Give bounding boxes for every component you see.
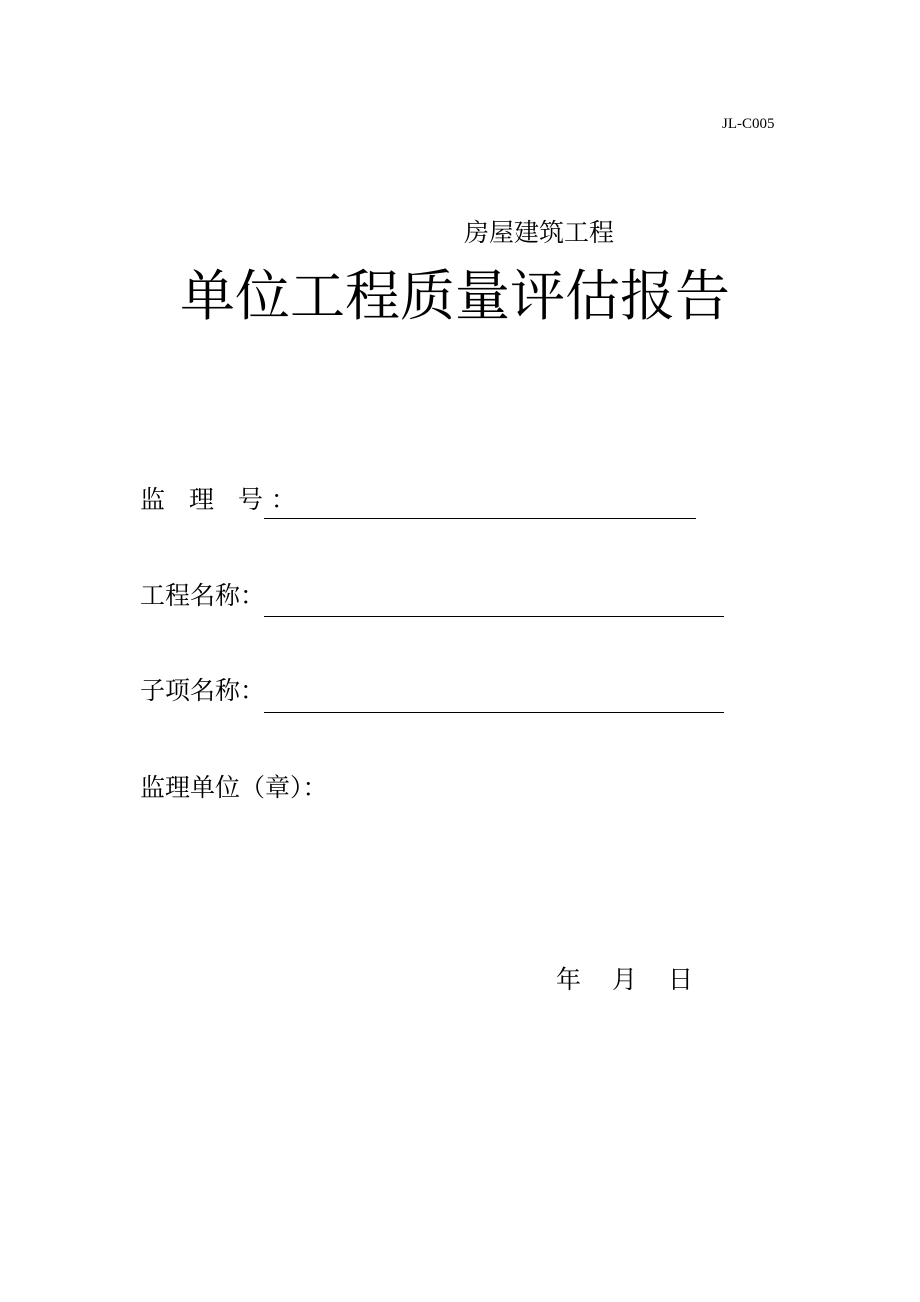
date-year-label: 年 [556,965,582,994]
project-name-label: 工程名称： [140,581,266,610]
subitem-name-blank[interactable] [264,712,724,713]
date-line [556,962,693,998]
subitem-name-label: 子项名称： [140,676,266,705]
document-subtitle: 房屋建筑工程 [464,218,615,247]
form-code: JL-C005 [722,116,775,132]
supervision-number-blank[interactable] [264,518,696,519]
date-day-label: 日 [668,965,694,994]
document-title: 单位工程质量评估报告 [180,264,731,328]
supervision-unit-label: 监理单位（章）： [140,773,328,802]
date-month-label: 月 [612,965,638,994]
supervision-number-label: 监 理 号： [140,485,304,514]
project-name-blank[interactable] [264,616,724,617]
